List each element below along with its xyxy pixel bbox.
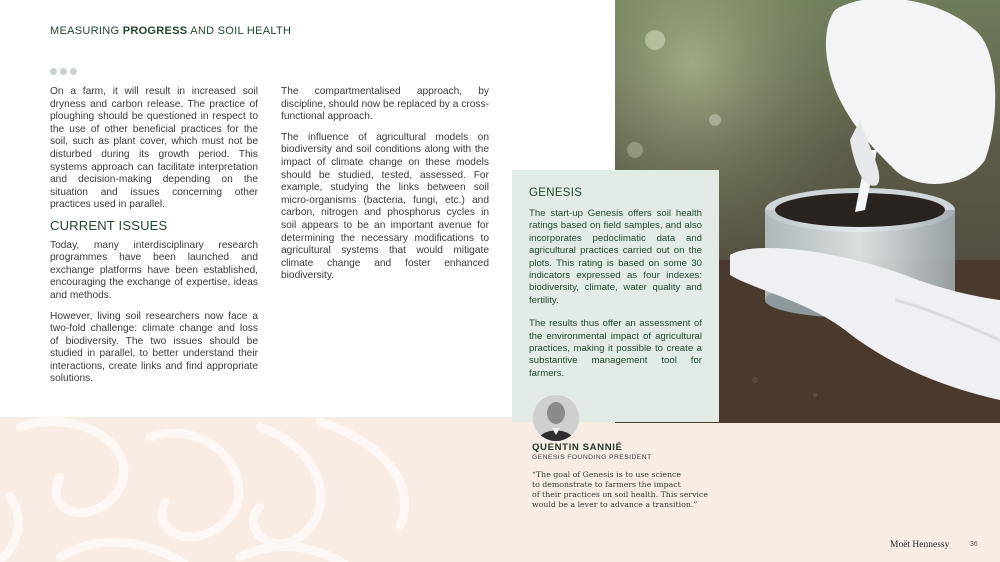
paragraph: On a farm, it will result in increased soil dryness and carbon release. The practice of ploughing should be questioned in respect to the use of other beneficial practices for the soil, such as plant cover, which must not be disturbed during its growth period. This systems approach can facilitate interpretation and decision-making depending on the situation and issues concerning other practices used in parallel. bbox=[50, 86, 258, 211]
quote-line: “The goal of Genesis is to use science bbox=[532, 470, 681, 479]
genesis-info-box bbox=[512, 170, 719, 422]
decorative-dots bbox=[50, 68, 77, 75]
quote-text bbox=[532, 470, 762, 510]
section-heading-current-issues: CURRENT ISSUES bbox=[50, 217, 168, 233]
quote-line: would be a lever to advance a transition.” bbox=[532, 500, 698, 509]
dot-icon bbox=[60, 68, 67, 75]
quote-line: to demonstrate to farmers the impact bbox=[532, 480, 681, 489]
avatar bbox=[532, 394, 580, 442]
paragraph: However, living soil researchers now face a two-fold challenge: climate change and loss of biodiversity. The two issues should be studied in parallel, to better understand their interactions, create links and find appropriate solutions. bbox=[50, 310, 258, 385]
paragraph: The influence of agricultural models on biodiversity and soil conditions along with the impact of climate change on these models should be studied, tested, assessed. For example, studying the links between soil micro-organisms (bacteria, fungi, etc.) and carbon, nitrogen and phosphorus cycles in soil appears to be an important avenue for determining the necessary modifications to agricultural systems that would mitigate climate change and foster enhanced biodiversity. bbox=[281, 131, 489, 282]
text-column-middle bbox=[281, 86, 489, 291]
paragraph: The compartmentalised approach, by discipline, should now be replaced by a cross-functional approach. bbox=[281, 86, 489, 123]
decorative-swirl-pattern bbox=[0, 417, 430, 562]
header-prefix: MEASURING bbox=[50, 25, 120, 37]
brand-logo: Moët Hennessy bbox=[890, 540, 950, 550]
genesis-title: GENESIS bbox=[529, 187, 583, 199]
quote-line: of their practices on soil health. This service bbox=[532, 490, 709, 499]
text-column-left bbox=[50, 86, 258, 394]
dot-icon bbox=[70, 68, 77, 75]
quote-author-role: GENESIS FOUNDING PRESIDENT bbox=[532, 454, 652, 461]
testimonial bbox=[532, 442, 762, 510]
quote-author-name: QUENTIN SANNIÉ bbox=[532, 442, 623, 453]
header-bold-word: PROGRESS bbox=[122, 25, 188, 37]
page-number: 36 bbox=[970, 541, 978, 548]
genesis-paragraph: The start-up Genesis offers soil health ratings based on field samples, and also incorporates pedoclimatic data and agricultural practices carried out on the plots. This rating is based on some 30 indicators expressed as four indexes: biodiversity, climate, water quality and fertility. bbox=[529, 208, 702, 306]
dot-icon bbox=[50, 68, 57, 75]
section-header bbox=[50, 25, 291, 37]
genesis-paragraph: The results thus offer an assessment of the environmental impact of agricultural practices, making it possible to create a substantive management tool for farmers. bbox=[529, 318, 702, 379]
paragraph: Today, many interdisciplinary research programmes have been launched and exchange platforms have been established, encouraging the exchange of expertise, ideas and methods. bbox=[50, 239, 258, 301]
header-suffix: AND SOIL HEALTH bbox=[190, 25, 292, 37]
